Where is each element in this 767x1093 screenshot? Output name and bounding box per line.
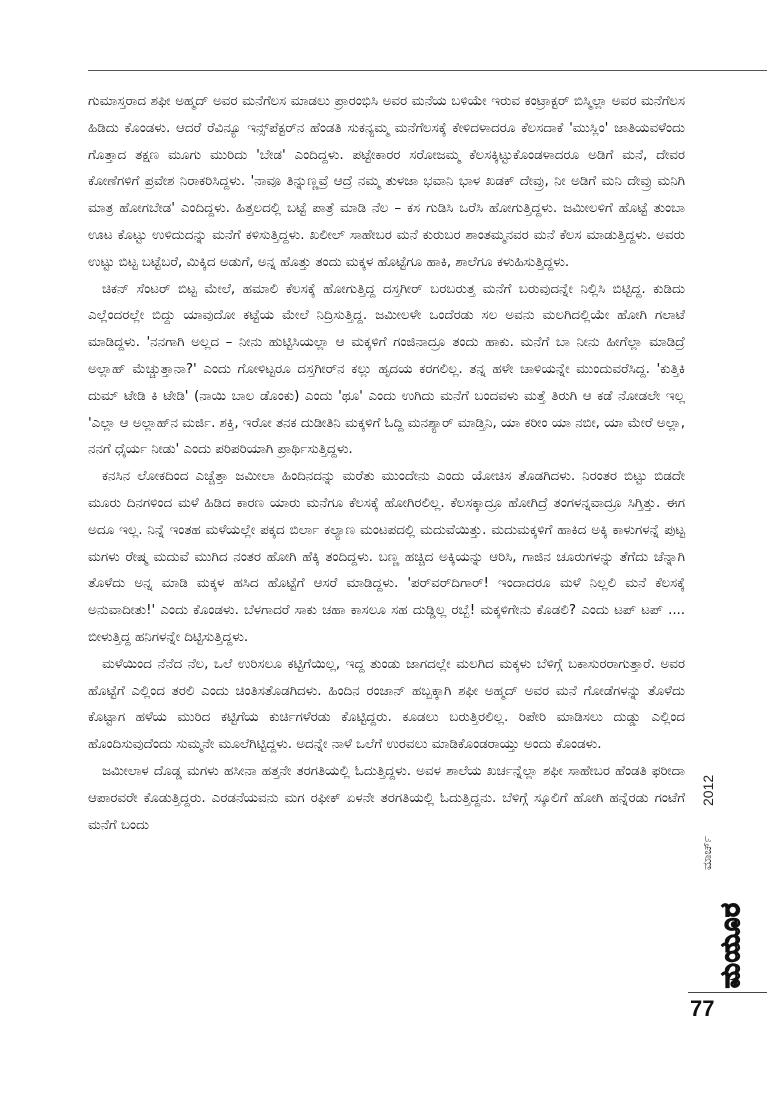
issue-month: ಮಾರ್ಚ್ [700,836,714,870]
article-paragraph-2: ಚಿಕನ್ ಸೆಂಟರ್ ಬಿಟ್ಟ ಮೇಲೆ, ಹಮಾಲಿ ಕೆಲಸಕ್ಕೆ ಹೋಗುತ್ತಿದ್ದ ದಸ್ತಗೀರ್ ಬರಬರುತ್ತ ಮನೆಗೆ ಬರುವುದನ್ನೇ ನಿಲ್ಲಿಸಿ ಬಿಟ್ಟಿದ್ದ. ಕುಡಿದು ಎಲ್ಲೆಂದರಲ್ಲೇ ಬಿದ್ದು ಯಾವುದೋ ಕಟ್ಟೆಯ ಮೇಲೆ ನಿದ್ರಿಸುತ್ತಿದ್ದ. ಜಮೀಲಳೇ ಒಂದೆರಡು ಸಲ ಅವನು ಮಲಗಿದಲ್ಲಿಯೇ ಹೋಗಿ ಗಲಾಟೆ ಮಾಡಿದ್ದಳು. 'ನನಗಾಗಿ ಅಲ್ಲದ – ನೀನು ಹುಟ್ಟಿಸಿಯಲ್ಲಾ ಆ ಮಕ್ಕಳಿಗೆ ಗಂಜಿನಾದ್ರೂ ತಂದು ಹಾಕು. ಮನೆಗೆ ಬಾ ನೀನು ಹೀಗೆಲ್ಲಾ ಮಾಡಿದ್ರೆ ಅಲ್ಲಾಹ್ ಮೆಚ್ಚುತ್ತಾನಾ?' ಎಂದು ಗೋಳಿಟ್ಟರೂ ದಸ್ತಗೀರ್‌ನ ಕಲ್ಲು ಹೃದಯ ಕರಗಲಿಲ್ಲ. ತನ್ನ ಹಳೇ ಚಾಳಿಯನ್ನೇ ಮುಂದುವರೆಸಿದ್ದ. 'ಕುತ್ತಿಕಿ ದುಮ್ ಟೇಡಿ ಕಿ ಟೇಡಿ' (ನಾಯಿ ಬಾಲ ಡೊಂಕು) ಎಂದು 'ಥೂ' ಎಂದು ಉಗಿದು ಮನೆಗೆ ಬಂದವಳು ಮತ್ತೆ ತಿರುಗಿ ಆ ಕಡೆ ನೋಡಲೇ ಇಲ್ಲ 'ಎಲ್ಲಾ ಆ ಅಲ್ಲಾಹ್‌ನ ಮರ್ಜಿ. ಶಕ್ತಿ, ಇರೋ ತನಕ ದುಡೀತಿನಿ ಮಕ್ಕಳಿಗೆ ಓದ್ದಿ ಮನಶ್ಯಾರ್ ಮಾಡ್ತಿನಿ, ಯಾ ಕರೀಂ ಯಾ ನಬೀ, ಯಾ ಮೇರೆ ಅಲ್ಲಾ, ನನಗೆ ಧೈರ್ಯ ನೀಡು' ಎಂದು ಪರಿಪರಿಯಾಗಿ ಪ್ರಾರ್ಥಿಸುತ್ತಿದ್ದಳು. [88,280,685,458]
article-paragraph-1: ಗುಮಾಸ್ತರಾದ ಶಫೀ ಅಹ್ಮದ್ ಅವರ ಮನೆಗೆಲಸ ಮಾಡಲು ಪ್ರಾರಂಭಿಸಿ ಅವರ ಮನೆಯ ಬಳಿಯೇ ಇರುವ ಕಂಟ್ರಾಕ್ಟರ್ ಬಿಸ್ಮಿಲ್ಲಾ ಅವರ ಮನೆಗೆಲಸ ಹಿಡಿದು ಕೊಂಡಳು. ಆದರೆ ರೆವಿನ್ಯೂ ಇನ್ಸ್‌ಪೆಕ್ಟರ್‌ನ ಹೆಂಡತಿ ಸುಕನ್ಯಮ್ಮ ಮನೆಗೆಲಸಕ್ಕೆ ಕೇಳಿದಳಾದರೂ ಕೆಲಸದಾಕೆ 'ಮುಸ್ಲಿಂ' ಜಾತಿಯವಳೆಂದು ಗೊತ್ತಾದ ತಕ್ಷಣ ಮೂಗು ಮುರಿದು 'ಬೇಡ' ಎಂದಿದ್ದಳು. ಪಟ್ಟೇಕಾರರ ಸರೋಜಮ್ಮ ಕೆಲಸಕ್ಕಿಟ್ಟುಕೊಂಡಳಾದರೂ ಅಡಿಗೆ ಮನೆ, ದೇವರ ಕೋಣೆಗಳಿಗೆ ಪ್ರವೇಶ ನಿರಾಕರಿಸಿದ್ದಳು. 'ನಾವೂ ತಿನ್ನುಣ್ಣವ್ರೆ ಆದ್ರೆ ನಮ್ಮ ತುಳಜಾ ಭವಾನಿ ಭಾಳ ಖಡಕ್ ದೇವ್ರು, ನೀ ಅಡಿಗೆ ಮನಿ ದೇವ್ರು ಮನಿಗಿ ಮಾತ್ರ ಹೋಗಬೇಡ' ಎಂದಿದ್ದಳು. ಹಿತ್ತಲದಲ್ಲಿ ಬಟ್ಟೆ ಪಾತ್ರೆ ಮಾಡಿ ನೆಲ – ಕಸ ಗುಡಿಸಿ ಒರೆಸಿ ಹೋಗುತ್ತಿದ್ದಳು. ಜಮೀಲಳಿಗೆ ಹೊಟ್ಟೆ ತುಂಬಾ ಊಟ ಕೊಟ್ಟು ಉಳಿದುದನ್ನು ಮನೆಗೆ ಕಳಿಸುತ್ತಿದ್ದಳು. ಖಲೀಲ್ ಸಾಹೇಬರ ಮನೆ ಕುರುಬರ ಶಾಂತಮ್ಮನವರ ಮನೆ ಕೆಲಸ ಮಾಡುತ್ತಿದ್ದಳು. ಅವರು ಉಟ್ಟು ಬಿಟ್ಟ ಬಟ್ಟೆಬರೆ, ಮಿಕ್ಕಿದ ಅಡುಗೆ, ಅನ್ನ ಹೊತ್ತು ತಂದು ಮಕ್ಕಳ ಹೊಟ್ಟೆಗೂ ಹಾಕಿ, ಶಾಲೆಗೂ ಕಳುಹಿಸುತ್ತಿದ್ದಳು. [88,93,685,270]
article-body [88,88,685,838]
page-number: 77 [690,996,715,1021]
page-number-rule [688,992,767,993]
article-paragraph-4: ಮಳೆಯಿಂದ ನೆನೆದ ನೆಲ, ಒಲೆ ಉರಿಸಲೂ ಕಟ್ಟಿಗೆಯಿಲ್ಲ, ಇದ್ದ ತುಂಡು ಜಾಗದಲ್ಲೇ ಮಲಗಿದ ಮಕ್ಕಳು ಬೆಳಿಗ್ಗೆ ಬಕಾಸುರರಾಗುತ್ತಾರೆ. ಅವರ ಹೊಟ್ಟೆಗೆ ಎಲ್ಲಿಂದ ತರಲಿ ಎಂದು ಚಿಂತಿಸತೊಡಗಿದಳು. ಹಿಂದಿನ ರಂಜಾನ್ ಹಬ್ಬಕ್ಕಾಗಿ ಶಫೀ ಅಹ್ಮದ್ ಅವರ ಮನೆ ಗೋಡೆಗಳನ್ನು ತೊಳೆದು ಕೊಟ್ಟಾಗ ಹಳೆಯ ಮುರಿದ ಕಟ್ಟಿಗೆಯ ಕುರ್ಚಿಗಳೆರಡು ಕೊಟ್ಟಿದ್ದರು. ಕೂಡಲು ಬರುತ್ತಿರಲಿಲ್ಲ. ರಿಪೇರಿ ಮಾಡಿಸಲು ದುಡ್ಡು ಎಲ್ಲಿಂದ ಹೊಂದಿಸುವುದೆಂದು ಸುಮ್ಮನೇ ಮೂಲೆಗಿಟ್ಟಿದ್ದಳು. ಅದನ್ನೇ ನಾಳೆ ಒಲೆಗೆ ಉರವಲು ಮಾಡಿಕೊಂಡರಾಯ್ತು ಅಂದು ಕೊಂಡಳು. [88,655,685,753]
issue-year: 2012 [700,774,716,806]
article-paragraph-3: ಕನಸಿನ ಲೋಕದಿಂದ ಎಚ್ಚೆತ್ತಾ ಜಮೀಲಾ ಹಿಂದಿನದನ್ನು ಮರೆತು ಮುಂದೇನು ಎಂದು ಯೋಚಿಸ ತೊಡಗಿದಳು. ನಿರಂತರ ಬಿಟ್ಟು ಬಿಡದೇ ಮೂರು ದಿನಗಳಿಂದ ಮಳೆ ಹಿಡಿದ ಕಾರಣ ಯಾರು ಮನೆಗೂ ಕೆಲಸಕ್ಕೆ ಹೋಗಿರಲಿಲ್ಲ. ಕೆಲಸಕ್ಕಾದ್ರೂ ಹೋಗಿದ್ರೆ ತಂಗಳನ್ನವಾದ್ರೂ ಸಿಗ್ತಿತ್ತು. ಈಗ ಅದೂ ಇಲ್ಲ. ನಿನ್ನೆ ಇಂತಹ ಮಳೆಯಲ್ಲೇ ಪಕ್ಕದ ಬಿರ್ಲಾ ಕಲ್ಯಾಣ ಮಂಟಪದಲ್ಲಿ ಮದುವೆಯಿತ್ತು. ಮದುಮಕ್ಕಳಿಗೆ ಹಾಕಿದ ಅಕ್ಕಿ ಕಾಳುಗಳನ್ನೆ ಪುಟ್ಟ ಮಗಳು ರೇಷ್ಮ ಮದುವೆ ಮುಗಿದ ನಂತರ ಹೋಗಿ ಹೆಕ್ಕಿ ತಂದಿದ್ದಳು. ಬಣ್ಣ ಹಚ್ಚಿದ ಅಕ್ಕಿಯನ್ನು ಆರಿಸಿ, ಗಾಜಿನ ಚೂರುಗಳನ್ನು ತೆಗೆದು ಚೆನ್ನಾಗಿ ತೊಳೆದು ಅನ್ನ ಮಾಡಿ ಮಕ್ಕಳ ಹಸಿದ ಹೊಟ್ಟೆಗೆ ಆಸರೆ ಮಾಡಿದ್ದಳು. 'ಪರ್‌ವರ್‌ದಿಗಾರ್! ಇಂದಾದರೂ ಮಳೆ ನಿಲ್ಲಲಿ ಮನೆ ಕೆಲಸಕ್ಕೆ ಅನುವಾದೀತು!' ಎಂದು ಕೊಂಡಳು. ಬೆಳಗಾದರೆ ಸಾಕು ಚಹಾ ಕಾಸಲೂ ಸಹ ದುಡ್ಡಿಲ್ಲ ರಬ್ಬೆ! ಮಕ್ಕಳಿಗೇನು ಕೊಡಲಿ? ಎಂದು ಟಪ್ ಟಪ್ .... ಬೀಳುತ್ತಿದ್ದ ಹನಿಗಳನ್ನೇ ದಿಟ್ಟಿಸುತ್ತಿದ್ದಳು. [88,468,685,645]
magazine-logo: ಮಯೂರ [716,902,746,988]
top-rule [88,70,767,71]
article-paragraph-5: ಜಮೀಲಾಳ ದೊಡ್ಡ ಮಗಳು ಹಸೀನಾ ಹತ್ತನೇ ತರಗತಿಯಲ್ಲಿ ಓದುತ್ತಿದ್ದಳು. ಅವಳ ಶಾಲೆಯ ಖರ್ಚನ್ನೆಲ್ಲಾ ಶಫೀ ಸಾಹೇಬರ ಹೆಂಡತಿ ಫರೀದಾ ಆಪಾರವರೇ ಕೊಡುತ್ತಿದ್ದರು. ಎರಡನೆಯವನು ಮಗ ರಫೀಕ್ ಏಳನೇ ತರಗತಿಯಲ್ಲಿ ಓದುತ್ತಿದ್ದನು. ಬೆಳಿಗ್ಗೆ ಸ್ಕೂಲಿಗೆ ಹೋಗಿ ಹನ್ನೆರಡು ಗಂಟೆಗೆ ಮನೆಗೆ ಬಂದು [88,762,685,833]
